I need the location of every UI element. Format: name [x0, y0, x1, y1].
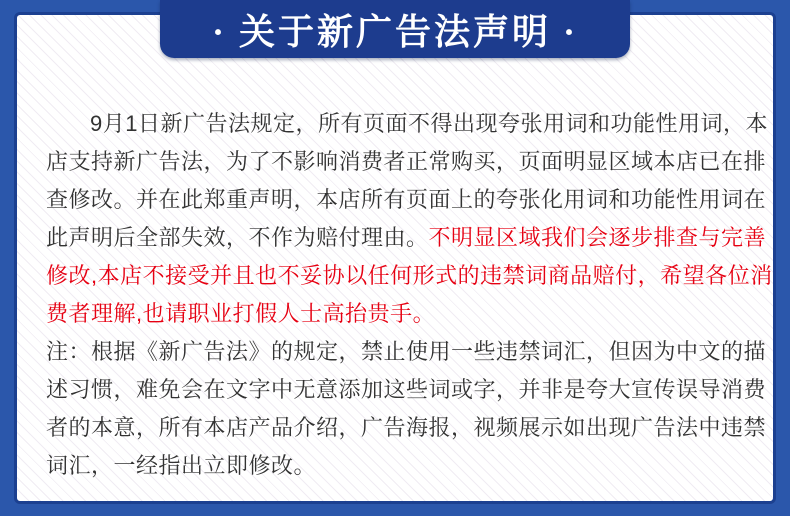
- notice-panel: [14, 12, 776, 504]
- notice-line: [46, 181, 767, 219]
- notice-segment-red: 修改,本店不接受并且也不妥协以任何形式的违禁词商品赔付，希望各位消: [46, 263, 773, 288]
- notice-line: [46, 409, 767, 447]
- notice-segment: 查修改。并在此郑重声明，本店所有页面上的夸张化用词和功能性用词在: [46, 187, 767, 212]
- notice-text: [46, 105, 773, 485]
- notice-line: [46, 219, 767, 257]
- notice-line: [46, 447, 753, 485]
- notice-segment-red: 不明显区域我们会逐步排查与完善: [428, 225, 767, 250]
- notice-segment: 9月1日新广告法规定，所有页面不得出现夸张用词和功能性用词，本: [90, 111, 768, 136]
- title-banner: [160, 0, 630, 58]
- notice-line: [46, 371, 767, 409]
- notice-line: [46, 333, 767, 371]
- notice-segment: 者的本意，所有本店产品介绍，广告海报，视频展示如出现广告法中违禁: [46, 415, 767, 440]
- notice-segment-red: 费者理解,也请职业打假人士高抬贵手。: [46, 301, 436, 326]
- notice-line: [46, 295, 753, 333]
- notice-segment: 此声明后全部失效，不作为赔付理由。: [46, 225, 429, 250]
- notice-segment: 店支持新广告法，为了不影响消费者正常购买，页面明显区域本店已在排: [46, 149, 767, 174]
- notice-segment: 述习惯，难免会在文字中无意添加这些词或字，并非是夸大宣传误导消费: [46, 377, 767, 402]
- notice-segment: 词汇，一经指出立即修改。: [46, 453, 317, 478]
- notice-segment: 注：根据《新广告法》的规定，禁止使用一些违禁词汇，但因为中文的描: [46, 339, 767, 364]
- page-title: · 关于新广告法声明 ·: [211, 11, 578, 52]
- notice-line: [46, 143, 767, 181]
- notice-line: [46, 257, 773, 295]
- notice-line: [46, 105, 768, 143]
